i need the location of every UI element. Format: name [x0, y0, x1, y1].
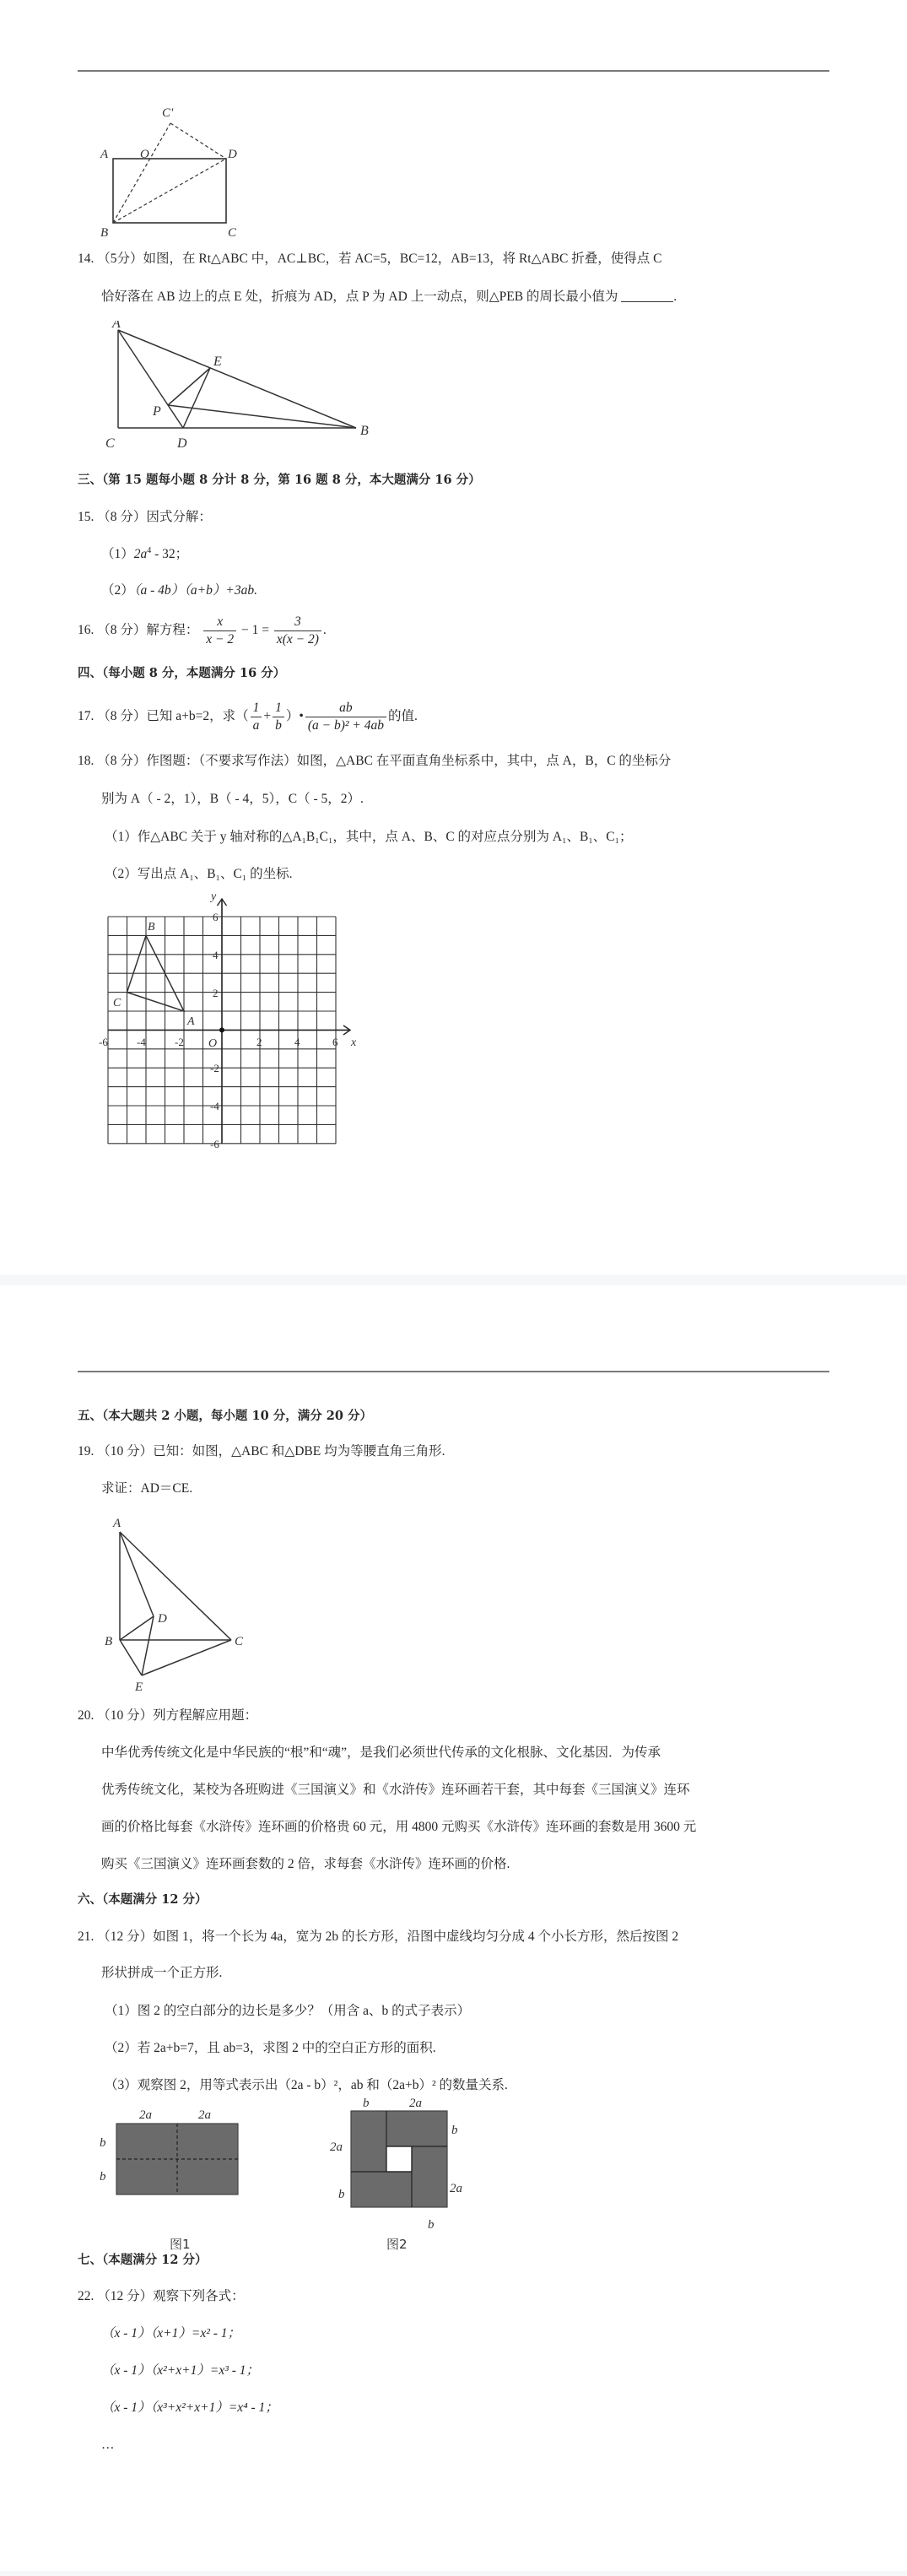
page-separator [0, 1274, 907, 1285]
svg-text:-2: -2 [210, 1062, 219, 1074]
svg-text:-4: -4 [137, 1036, 146, 1048]
page-2 [0, 1285, 907, 2571]
svg-text:2a: 2a [330, 2140, 343, 2154]
question-15-part-1: $(1)2a^4 - 32$； [101, 546, 189, 561]
svg-text:D: D [158, 1612, 167, 1626]
question-15-part-2: （2）（a - 4b）（a+b）+3ab. [101, 583, 257, 598]
section-3-heading: 三、（第 15 题每小题 8 分计 8 分，第 16 题 8 分，本大题满分 16 分） [78, 473, 481, 487]
svg-text:B: B [360, 424, 369, 438]
question-21-part-2: （2）若 2a+b=7，且 ab=3，求图 2 中的空白正方形的面积. [105, 2041, 436, 2055]
svg-text:C: C [235, 1635, 244, 1648]
svg-text:C: C [105, 436, 115, 451]
fraction: $\frac{x}{x - 2}$ [203, 614, 236, 647]
svg-text:2a: 2a [198, 2108, 211, 2122]
equation-3: （x - 1）（x³+x²+x+1）=x⁴ - 1； [101, 2400, 278, 2415]
svg-text:O: O [208, 1037, 218, 1050]
figure-isosceles-triangles [100, 1512, 268, 1693]
question-18-line-1: 18. （8 分）作图题：（不要求写作法）如图，△ABC 在平面直角坐标系中，其中，点 A，B，C 的坐标分 [78, 754, 672, 768]
svg-text:2: 2 [256, 1036, 262, 1048]
figure-2-caption: 图2 [386, 2237, 408, 2252]
svg-text:6: 6 [332, 1036, 338, 1048]
question-number: 14. [78, 252, 94, 266]
question-score: （5分） [97, 252, 143, 266]
section-6-heading: 六、（本题满分 12 分） [78, 1892, 208, 1907]
header-rule [78, 1371, 829, 1372]
question-20-body-line: 中华优秀传统文化是中华民族的“根”和“魂”，是我们必须世代传承的文化根脉、文化基因．为传承 [101, 1745, 661, 1760]
section-4-heading: 四、（每小题 8 分，本题满分 16 分） [78, 666, 286, 680]
svg-text:B: B [105, 1635, 113, 1648]
svg-text:4: 4 [294, 1036, 300, 1048]
section-7-heading: 七、（本题满分 12 分） [78, 2253, 208, 2267]
question-text: 如图，在 Rt△ABC 中，AC⊥BC，若 AC=5，BC=12，AB=13，将 Rt△ABC 折叠，使得点 C [143, 252, 662, 266]
page-separator [0, 2571, 907, 2576]
svg-text:b: b [338, 2188, 345, 2201]
figure-1-caption: 图1 [170, 2237, 191, 2252]
svg-text:6: 6 [213, 911, 219, 923]
equation-2: （x - 1）（x²+x+1）=x³ - 1； [101, 2363, 260, 2378]
svg-text:E: E [213, 354, 222, 369]
svg-text:-4: -4 [210, 1100, 219, 1112]
ellipsis: … [101, 2438, 115, 2452]
question-18-part-1: （1）作△ABC 关于 y 轴对称的△A₁B₁C₁，其中，点 A、B、C 的对应点分别为 A₁、B₁、C₁； [105, 830, 633, 844]
figure-rectangle-fold [93, 101, 262, 245]
question-21-line-1: 21. （12 分）如图 1，将一个长为 4a，宽为 2b 的长方形，沿图中虚线均匀分成 4 个小长方形，然后按图 2 [78, 1929, 679, 1944]
svg-text:2a: 2a [139, 2108, 152, 2122]
question-21-part-1: （1）图 2 的空白部分的边长是多少？（用含 a、b 的式子表示） [105, 2004, 471, 2018]
figure-triangle-fold [105, 321, 384, 460]
question-20-body-line: 优秀传统文化，某校为各班购进《三国演义》和《水浒传》连环画若干套，其中每套《三国演义》连环 [101, 1783, 690, 1797]
answer-blank[interactable] [621, 290, 673, 302]
question-19-line-2: 求证：AD＝CE. [101, 1481, 193, 1496]
figure-1-rectangle [97, 2104, 266, 2231]
svg-text:x: x [351, 1036, 357, 1049]
svg-text:B: B [148, 921, 155, 934]
question-17: 17. （8 分）已知 a+b=2，求（ $\frac{1}{a}$ + $\frac{1}{b}$ ）• $\frac{ab}{\text{(a − b)² + 4ab}}$ 的值. [78, 700, 418, 733]
coordinate-grid [94, 886, 364, 1148]
svg-text:A: A [112, 321, 121, 331]
svg-text:2a: 2a [409, 2097, 422, 2110]
fraction: $\frac{ab}{\text{(a − b)² + 4ab}}$ [305, 701, 386, 733]
svg-text:C: C [113, 997, 121, 1009]
question-20-body-line: 画的价格比每套《水浒传》连环画的价格贵 60 元，用 4800 元购买《水浒传》连环画的套数是用 3600 元 [101, 1820, 697, 1834]
fraction: $\frac{3}{x(x - 2)}$ [274, 614, 321, 647]
question-16: 16. （8 分）解方程： $\frac{x}{x - 2}$ − 1 = $\frac{3}{x(x - 2)}$ . [78, 614, 327, 647]
svg-text:4: 4 [213, 949, 219, 961]
figure-2-square [325, 2093, 477, 2237]
question-21-line-2: 形状拼成一个正方形. [101, 1966, 223, 1980]
svg-text:y: y [211, 890, 217, 903]
svg-text:-6: -6 [99, 1036, 108, 1048]
svg-text:2: 2 [213, 987, 219, 999]
page-1 [0, 0, 907, 1274]
svg-text:-6: -6 [210, 1138, 219, 1148]
question-22: 22. （12 分）观察下列各式： [78, 2289, 245, 2303]
svg-text:B: B [100, 226, 109, 240]
svg-text:E: E [135, 1680, 143, 1693]
question-21-part-3: （3）观察图 2，用等式表示出（2a - b）²，ab 和（2a+b）² 的数量关系. [105, 2078, 508, 2092]
svg-text:A: A [187, 1015, 195, 1028]
svg-text:C': C' [162, 106, 174, 120]
svg-text:b: b [428, 2218, 435, 2232]
question-15: 15. （8 分）因式分解： [78, 510, 212, 524]
svg-text:b: b [363, 2097, 370, 2110]
svg-text:b: b [100, 2136, 106, 2150]
fraction: $\frac{1}{b}$ [273, 701, 284, 733]
svg-text:-2: -2 [175, 1036, 184, 1048]
svg-text:A: A [113, 1517, 121, 1530]
svg-text:D: D [228, 148, 237, 161]
header-rule [78, 70, 829, 72]
question-14-line-1 [78, 251, 661, 268]
svg-text:O: O [140, 148, 149, 161]
question-14-line-2: 恰好落在 AB 边上的点 E 处，折痕为 AD，点 P 为 AD 上一动点，则△PEB 的周长最小值为 . [101, 290, 678, 304]
svg-text:P: P [153, 404, 161, 419]
question-19-line-1: 19. （10 分）已知：如图，△ABC 和△DBE 均为等腰直角三角形. [78, 1444, 445, 1458]
question-20-body-line: 购买《三国演义》连环画套数的 2 倍，求每套《水浒传》连环画的价格. [101, 1857, 510, 1871]
svg-text:A: A [100, 148, 109, 161]
fraction: $\frac{1}{a}$ [251, 701, 262, 733]
question-20: 20. （10 分）列方程解应用题： [78, 1708, 258, 1723]
svg-text:b: b [100, 2170, 106, 2184]
svg-text:D: D [177, 436, 187, 451]
svg-text:2a: 2a [450, 2182, 462, 2195]
svg-text:C: C [228, 226, 237, 240]
section-5-heading: 五、（本大题共 2 小题，每小题 10 分，满分 20 分） [78, 1409, 372, 1423]
equation-1: （x - 1）（x+1）=x² - 1； [101, 2326, 241, 2341]
svg-text:b: b [451, 2124, 458, 2137]
question-18-part-2: （2）写出点 A₁、B₁、C₁ 的坐标. [105, 867, 293, 881]
question-text: 恰好落在 AB 边上的点 E 处，折痕为 AD，点 P 为 AD 上一动点，则△PEB 的周长最小值为 [101, 290, 618, 304]
question-18-line-2: 别为 A（ - 2，1），B（ - 4，5），C（ - 5，2）. [101, 792, 364, 806]
